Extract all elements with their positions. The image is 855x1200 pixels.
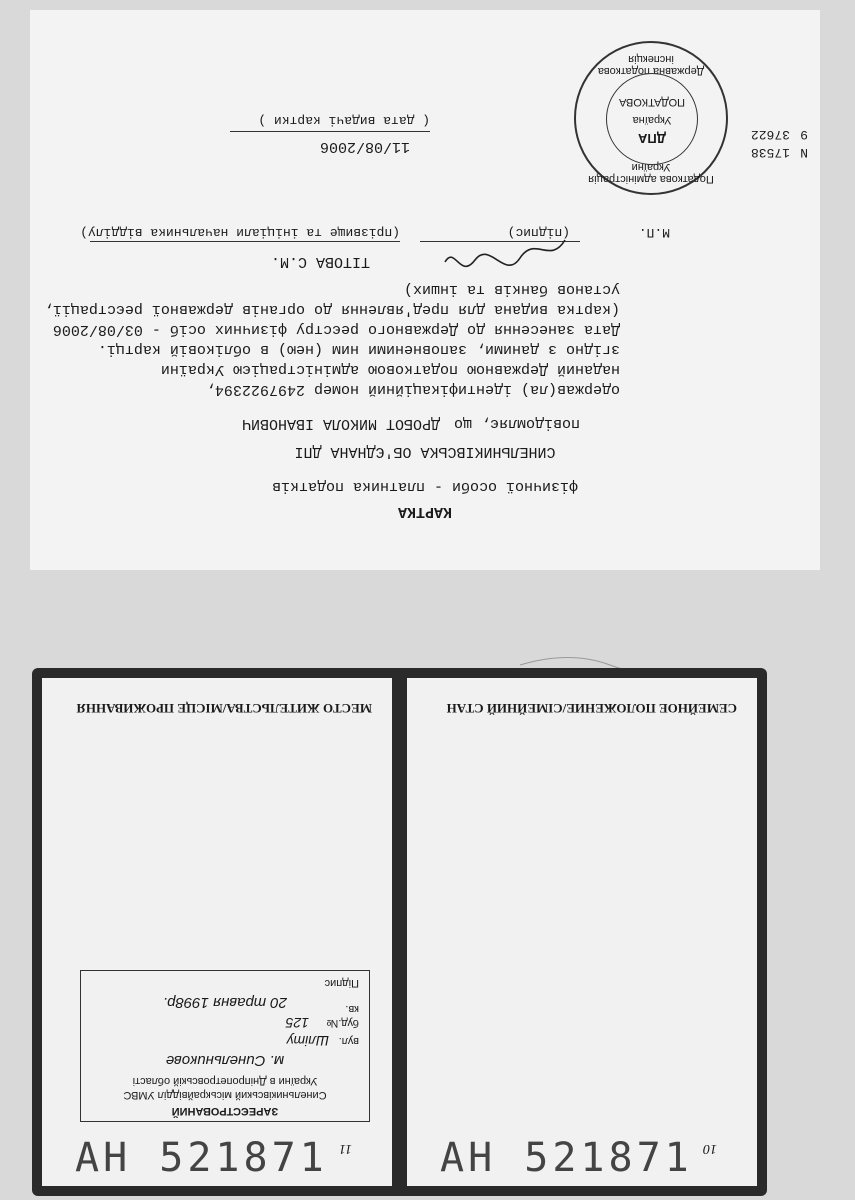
mp-label: М.П.: [638, 225, 670, 240]
person-name: ДРОБОТ МИКОЛА ІВАНОВИЧ: [241, 415, 440, 432]
data-line: згідно з даними, заповненими ним (нею) в обліковій картці.: [97, 341, 620, 358]
officer-rule: [90, 241, 400, 242]
tax-office: СИНЕЛЬНИКІВСЬКА ОБ'ЄДНАНА ДПІ: [294, 443, 556, 460]
purpose-line-1: (картка видана для пред'явлення до органів державної реєстрації,: [43, 301, 620, 318]
registry-date-line: Дата занесення до Державного реєстру фізичних осіб - 03/08/2006: [52, 321, 620, 338]
serial-left: АН 521871: [75, 1135, 328, 1181]
reg-bld: 125: [285, 1015, 309, 1031]
reg-title: ЗАРЕЄСТРОВАНИЙ: [171, 1105, 279, 1117]
taxpayer-card: [30, 10, 820, 570]
reg-org-1: Синельниківський міськрайвідділ УМВС: [123, 1089, 327, 1101]
passport-page-left: [407, 678, 757, 1186]
signature-label: (підпис): [507, 225, 570, 240]
card-subtitle: фізичної особи - платника податків: [271, 478, 579, 495]
officer-name: ТІТОВА С.М.: [270, 253, 370, 270]
purpose-line-2: установ банків та інших): [403, 281, 620, 298]
reg-street-label: вул.: [338, 1035, 359, 1047]
issue-date: 11/08/2006: [319, 138, 410, 155]
issue-date-label: ( дата видачі картки ): [258, 113, 430, 128]
page-number-left: 10: [703, 1141, 717, 1156]
issuer-line: наданий Державною податковою адміністрацією України: [160, 361, 620, 378]
certify-prefix: повідомляє, що: [453, 415, 580, 432]
page-number-right: 11: [339, 1141, 352, 1156]
registration-stamp: [80, 970, 370, 1122]
seal-outer-top: Податкова адміністрація України: [588, 161, 714, 185]
family-status-header: СЕМЕЙНОЕ ПОЛОЖЕНИЕ/СІМЕЙНИЙ СТАН: [446, 701, 737, 716]
registration-number: 17538: [750, 145, 790, 160]
reg-date: 20 травня 1998р.: [163, 994, 288, 1011]
reg-bld-label: буд.№: [326, 1017, 359, 1029]
number-label: N: [800, 145, 808, 160]
reg-street: Шліту: [286, 1033, 329, 1049]
reg-org-2: України в Дніпропетровській області: [132, 1075, 318, 1087]
seal-inner-ring: [606, 73, 698, 165]
officer-label: (прізвище та ініціали начальника відділу): [80, 225, 400, 240]
reg-city: м. Синельникове: [165, 1052, 285, 1069]
official-seal: [574, 41, 728, 195]
page-index: 9: [800, 127, 808, 142]
serial-right: АН 521871: [440, 1135, 693, 1181]
reg-apt-label: кв.: [345, 1003, 359, 1015]
seal-outer-bottom: Державна податкова інспекція: [597, 53, 705, 77]
handwritten-signature: [440, 230, 570, 270]
card-title: КАРТКА: [398, 503, 453, 520]
id-number-line: одержав(ла) ідентифікаційний номер 2497922394,: [205, 381, 620, 398]
seal-inner-1: ДПА: [638, 131, 666, 146]
residence-header: МЕСТО ЖИТЕЛЬСТВА/МІСЦЕ ПРОЖИВАННЯ: [76, 701, 372, 716]
seal-inner-3: ПОДАТКОВА: [618, 96, 686, 108]
registration-number-2: 37622: [750, 127, 790, 142]
reg-sign-label: Підпис: [324, 977, 359, 989]
seal-inner-2: Україна: [632, 114, 672, 126]
